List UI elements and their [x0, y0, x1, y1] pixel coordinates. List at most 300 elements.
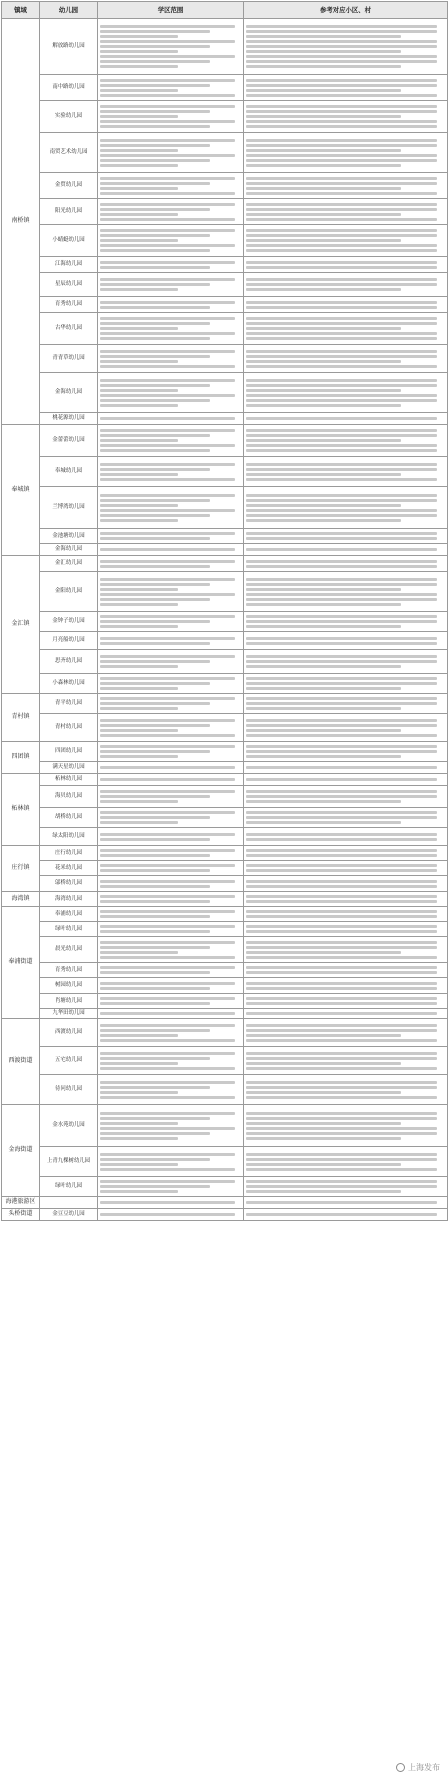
unreadable-text-line: [246, 110, 437, 113]
unreadable-text-line: [100, 322, 210, 325]
unreadable-text-line: [246, 1158, 437, 1161]
unreadable-text-line: [100, 951, 178, 954]
unreadable-text-line: [100, 946, 210, 949]
unreadable-text-line: [100, 1168, 235, 1171]
watermark-text: 上海发布: [408, 1763, 440, 1772]
header-town: 镇域: [2, 2, 40, 19]
cell-reference-communities: [244, 273, 448, 297]
unreadable-text-line: [246, 790, 437, 793]
unreadable-text-line: [100, 384, 210, 387]
unreadable-text-line: [246, 1012, 437, 1015]
cell-reference-communities: [244, 612, 448, 632]
unreadable-text-line: [246, 729, 401, 732]
unreadable-text-line: [246, 682, 437, 685]
unreadable-text-line: [246, 84, 437, 87]
table-row: [2, 632, 448, 650]
unreadable-text-line: [246, 404, 401, 407]
cell-reference-communities: [244, 345, 448, 373]
cell-school-zone: [98, 612, 244, 632]
unreadable-text-line: [246, 588, 401, 591]
unreadable-text-line: [100, 925, 235, 928]
unreadable-text-line: [100, 593, 235, 596]
unreadable-text-line: [246, 910, 437, 913]
unreadable-text-line: [100, 208, 210, 211]
cell-reference-communities: [244, 650, 448, 674]
unreadable-text-line: [246, 560, 437, 563]
unreadable-text-line: [100, 811, 235, 814]
unreadable-text-line: [246, 439, 401, 442]
unreadable-text-line: [100, 519, 178, 522]
unreadable-text-line: [100, 800, 178, 803]
table-row: [2, 808, 448, 828]
cell-school-zone: [98, 674, 244, 694]
unreadable-text-line: [100, 665, 178, 668]
unreadable-text-line: [100, 821, 178, 824]
cell-reference-communities: [244, 1009, 448, 1019]
unreadable-text-line: [100, 790, 235, 793]
unreadable-text-line: [246, 45, 437, 48]
unreadable-text-line: [100, 218, 235, 221]
table-row: [2, 413, 448, 425]
cell-kindergarten: 金海幼儿园: [40, 544, 98, 556]
cell-reference-communities: [244, 19, 448, 75]
unreadable-text-line: [246, 229, 437, 232]
unreadable-text-line: [246, 384, 437, 387]
unreadable-text-line: [246, 1067, 437, 1070]
unreadable-text-line: [246, 838, 437, 841]
unreadable-text-line: [100, 930, 210, 933]
cell-school-zone: [98, 1105, 244, 1147]
unreadable-text-line: [100, 1201, 235, 1204]
unreadable-text-line: [100, 399, 210, 402]
unreadable-text-line: [246, 687, 401, 690]
table-row: [2, 774, 448, 786]
cell-school-zone: [98, 572, 244, 612]
cell-reference-communities: [244, 101, 448, 133]
unreadable-text-line: [100, 30, 210, 33]
cell-town: 奉城镇: [2, 425, 40, 556]
unreadable-text-line: [246, 327, 401, 330]
unreadable-text-line: [100, 637, 235, 640]
cell-school-zone: [98, 556, 244, 572]
unreadable-text-line: [100, 159, 210, 162]
unreadable-text-line: [100, 869, 210, 872]
unreadable-text-line: [100, 745, 235, 748]
cell-kindergarten: 金阳幼儿园: [40, 572, 98, 612]
cell-school-zone: [98, 544, 244, 556]
cell-reference-communities: [244, 487, 448, 529]
cell-reference-communities: [244, 1047, 448, 1075]
unreadable-text-line: [246, 115, 401, 118]
unreadable-text-line: [246, 1180, 437, 1183]
cell-reference-communities: [244, 1075, 448, 1105]
unreadable-text-line: [246, 509, 437, 512]
cell-kindergarten: 柘林幼儿园: [40, 774, 98, 786]
table-row: [2, 922, 448, 937]
unreadable-text-line: [100, 1163, 178, 1166]
cell-school-zone: [98, 846, 244, 861]
unreadable-text-line: [100, 620, 210, 623]
unreadable-text-line: [100, 697, 235, 700]
unreadable-text-line: [100, 655, 235, 658]
cell-reference-communities: [244, 828, 448, 846]
cell-kindergarten: 金贸幼儿园: [40, 173, 98, 199]
cell-kindergarten: 晨光幼儿园: [40, 937, 98, 963]
unreadable-text-line: [100, 603, 178, 606]
cell-school-zone: [98, 373, 244, 413]
unreadable-text-line: [100, 1091, 178, 1094]
table-row: [2, 173, 448, 199]
table-row: [2, 937, 448, 963]
unreadable-text-line: [100, 478, 235, 481]
table-row: [2, 544, 448, 556]
unreadable-text-line: [246, 816, 437, 819]
unreadable-text-line: [100, 864, 235, 867]
cell-kindergarten: 待问幼儿园: [40, 1075, 98, 1105]
unreadable-text-line: [246, 930, 437, 933]
unreadable-text-line: [100, 880, 235, 883]
unreadable-text-line: [246, 360, 401, 363]
cell-reference-communities: [244, 808, 448, 828]
table-row: [2, 19, 448, 75]
unreadable-text-line: [246, 234, 437, 237]
unreadable-text-line: [100, 350, 235, 353]
cell-school-zone: [98, 1009, 244, 1019]
unreadable-text-line: [246, 55, 437, 58]
unreadable-text-line: [100, 625, 178, 628]
unreadable-text-line: [100, 365, 235, 368]
unreadable-text-line: [246, 869, 437, 872]
unreadable-text-line: [100, 532, 235, 535]
cell-school-zone: [98, 861, 244, 876]
unreadable-text-line: [246, 593, 437, 596]
unreadable-text-line: [100, 40, 235, 43]
unreadable-text-line: [100, 355, 210, 358]
cell-town: 金海街道: [2, 1105, 40, 1197]
cell-kindergarten: 思齐幼儿园: [40, 650, 98, 674]
unreadable-text-line: [100, 94, 235, 97]
cell-reference-communities: [244, 892, 448, 907]
cell-school-zone: [98, 963, 244, 978]
unreadable-text-line: [246, 603, 401, 606]
cell-school-zone: [98, 1197, 244, 1209]
cell-kindergarten: 星辰幼儿园: [40, 273, 98, 297]
cell-reference-communities: [244, 556, 448, 572]
unreadable-text-line: [246, 144, 437, 147]
unreadable-text-line: [246, 139, 437, 142]
unreadable-text-line: [246, 239, 401, 242]
cell-reference-communities: [244, 373, 448, 413]
table-row: [2, 1047, 448, 1075]
header-school-zone: 学区范围: [98, 2, 244, 19]
unreadable-text-line: [246, 244, 437, 247]
unreadable-text-line: [100, 588, 178, 591]
unreadable-text-line: [100, 105, 235, 108]
table-header-row: [2, 2, 448, 19]
cell-reference-communities: [244, 297, 448, 313]
cell-school-zone: [98, 694, 244, 714]
cell-reference-communities: [244, 133, 448, 173]
cell-reference-communities: [244, 1209, 448, 1221]
unreadable-text-line: [246, 65, 401, 68]
table-row: [2, 650, 448, 674]
cell-kindergarten: 金钟子幼儿园: [40, 612, 98, 632]
cell-kindergarten: 青青草幼儿园: [40, 345, 98, 373]
unreadable-text-line: [100, 332, 235, 335]
unreadable-text-line: [246, 966, 437, 969]
unreadable-text-line: [246, 519, 401, 522]
unreadable-text-line: [246, 537, 437, 540]
table-row: [2, 828, 448, 846]
table-row: [2, 1209, 448, 1221]
unreadable-text-line: [100, 50, 178, 53]
unreadable-text-line: [246, 885, 437, 888]
unreadable-text-line: [246, 598, 437, 601]
cell-reference-communities: [244, 257, 448, 273]
unreadable-text-line: [246, 800, 401, 803]
cell-school-zone: [98, 529, 244, 544]
unreadable-text-line: [100, 537, 210, 540]
cell-school-zone: [98, 808, 244, 828]
unreadable-text-line: [100, 514, 210, 517]
unreadable-text-line: [100, 473, 178, 476]
cell-reference-communities: [244, 632, 448, 650]
unreadable-text-line: [246, 655, 437, 658]
unreadable-text-line: [100, 682, 210, 685]
cell-reference-communities: [244, 1019, 448, 1047]
unreadable-text-line: [100, 110, 210, 113]
unreadable-text-line: [246, 1117, 437, 1120]
cell-reference-communities: [244, 413, 448, 425]
unreadable-text-line: [246, 149, 401, 152]
table-row: [2, 963, 448, 978]
cell-town: 庄行镇: [2, 846, 40, 892]
unreadable-text-line: [100, 25, 235, 28]
unreadable-text-line: [246, 504, 401, 507]
unreadable-text-line: [246, 182, 437, 185]
cell-reference-communities: [244, 1105, 448, 1147]
unreadable-text-line: [100, 642, 210, 645]
unreadable-text-line: [246, 660, 437, 663]
cell-kindergarten: 桃花源幼儿园: [40, 413, 98, 425]
unreadable-text-line: [100, 379, 235, 382]
unreadable-text-line: [246, 677, 437, 680]
unreadable-text-line: [100, 164, 178, 167]
cell-school-zone: [98, 273, 244, 297]
cell-school-zone: [98, 225, 244, 257]
cell-school-zone: [98, 828, 244, 846]
cell-reference-communities: [244, 742, 448, 762]
unreadable-text-line: [246, 94, 437, 97]
cell-town: 西渡街道: [2, 1019, 40, 1105]
unreadable-text-line: [246, 1081, 437, 1084]
unreadable-text-line: [246, 120, 437, 123]
unreadable-text-line: [246, 548, 437, 551]
unreadable-text-line: [100, 1122, 178, 1125]
unreadable-text-line: [246, 394, 437, 397]
unreadable-text-line: [100, 261, 235, 264]
cell-kindergarten: [40, 1197, 98, 1209]
table-row: [2, 75, 448, 101]
unreadable-text-line: [100, 55, 235, 58]
unreadable-text-line: [246, 864, 437, 867]
unreadable-text-line: [246, 1122, 401, 1125]
cell-kindergarten: 满天星幼儿园: [40, 762, 98, 774]
cell-school-zone: [98, 457, 244, 487]
unreadable-text-line: [246, 734, 437, 737]
unreadable-text-line: [100, 724, 210, 727]
unreadable-text-line: [100, 719, 235, 722]
cell-kindergarten: 金蕾蕾幼儿园: [40, 425, 98, 457]
cell-kindergarten: 江海幼儿园: [40, 257, 98, 273]
cell-school-zone: [98, 742, 244, 762]
cell-school-zone: [98, 907, 244, 922]
unreadable-text-line: [100, 499, 210, 502]
unreadable-text-line: [100, 360, 178, 363]
cell-school-zone: [98, 1209, 244, 1221]
unreadable-text-line: [246, 821, 401, 824]
unreadable-text-line: [246, 982, 437, 985]
table-row: [2, 1147, 448, 1177]
unreadable-text-line: [246, 1039, 437, 1042]
unreadable-text-line: [100, 139, 235, 142]
unreadable-text-line: [246, 283, 437, 286]
unreadable-text-line: [246, 665, 401, 668]
unreadable-text-line: [100, 941, 235, 944]
unreadable-text-line: [246, 795, 437, 798]
cell-kindergarten: 青平幼儿园: [40, 694, 98, 714]
table-row: [2, 1009, 448, 1019]
unreadable-text-line: [100, 1132, 210, 1135]
cell-school-zone: [98, 487, 244, 529]
cell-reference-communities: [244, 1197, 448, 1209]
table-row: [2, 487, 448, 529]
kindergarten-zoning-table: [1, 1, 448, 1221]
unreadable-text-line: [246, 514, 437, 517]
unreadable-text-line: [246, 642, 437, 645]
unreadable-text-line: [100, 187, 178, 190]
unreadable-text-line: [246, 854, 437, 857]
unreadable-text-line: [246, 192, 437, 195]
unreadable-text-line: [100, 778, 235, 781]
unreadable-text-line: [246, 1132, 437, 1135]
unreadable-text-line: [246, 40, 437, 43]
table-row: [2, 786, 448, 808]
unreadable-text-line: [246, 463, 437, 466]
unreadable-text-line: [246, 218, 437, 221]
unreadable-text-line: [246, 1153, 437, 1156]
unreadable-text-line: [246, 355, 437, 358]
unreadable-text-line: [100, 997, 235, 1000]
unreadable-text-line: [246, 707, 401, 710]
unreadable-text-line: [246, 1029, 437, 1032]
cell-kindergarten: 胡桥幼儿园: [40, 808, 98, 828]
unreadable-text-line: [246, 1213, 437, 1216]
cell-reference-communities: [244, 922, 448, 937]
unreadable-text-line: [100, 833, 235, 836]
table-row: [2, 572, 448, 612]
cell-kindergarten: 金水苑幼儿园: [40, 1105, 98, 1147]
unreadable-text-line: [246, 30, 437, 33]
cell-school-zone: [98, 994, 244, 1009]
unreadable-text-line: [246, 1024, 437, 1027]
unreadable-text-line: [246, 750, 437, 753]
unreadable-text-line: [100, 795, 210, 798]
cell-kindergarten: 解放路幼儿园: [40, 19, 98, 75]
unreadable-text-line: [246, 1201, 437, 1204]
cell-reference-communities: [244, 529, 448, 544]
unreadable-text-line: [100, 1067, 235, 1070]
cell-kindergarten: 上青九棵树幼儿园: [40, 1147, 98, 1177]
unreadable-text-line: [100, 560, 235, 563]
unreadable-text-line: [100, 288, 178, 291]
table-row: [2, 694, 448, 714]
unreadable-text-line: [246, 79, 437, 82]
unreadable-text-line: [100, 449, 210, 452]
cell-kindergarten: 金池塘幼儿园: [40, 529, 98, 544]
unreadable-text-line: [100, 177, 235, 180]
cell-kindergarten: 海湾幼儿园: [40, 892, 98, 907]
cell-school-zone: [98, 978, 244, 994]
unreadable-text-line: [100, 816, 210, 819]
cell-kindergarten: 四团幼儿园: [40, 742, 98, 762]
table-row: [2, 257, 448, 273]
unreadable-text-line: [100, 1029, 210, 1032]
unreadable-text-line: [100, 1127, 235, 1130]
cell-school-zone: [98, 922, 244, 937]
cell-kindergarten: 古华幼儿园: [40, 313, 98, 345]
cell-kindergarten: 金豆豆幼儿园: [40, 1209, 98, 1221]
cell-kindergarten: 小蜻蜓幼儿园: [40, 225, 98, 257]
unreadable-text-line: [100, 1117, 210, 1120]
cell-school-zone: [98, 413, 244, 425]
unreadable-text-line: [246, 1163, 401, 1166]
table-row: [2, 892, 448, 907]
unreadable-text-line: [100, 89, 178, 92]
unreadable-text-line: [246, 278, 437, 281]
unreadable-text-line: [246, 532, 437, 535]
table-row: [2, 556, 448, 572]
unreadable-text-line: [100, 65, 178, 68]
unreadable-text-line: [246, 417, 437, 420]
unreadable-text-line: [246, 50, 401, 53]
table-row: [2, 714, 448, 742]
unreadable-text-line: [246, 1168, 437, 1171]
unreadable-text-line: [100, 598, 210, 601]
unreadable-text-line: [100, 838, 210, 841]
unreadable-text-line: [100, 417, 235, 420]
cell-town: 金汇镇: [2, 556, 40, 694]
unreadable-text-line: [246, 1086, 437, 1089]
unreadable-text-line: [100, 660, 210, 663]
cell-school-zone: [98, 1047, 244, 1075]
table-row: [2, 529, 448, 544]
cell-reference-communities: [244, 786, 448, 808]
unreadable-text-line: [246, 951, 401, 954]
cell-school-zone: [98, 774, 244, 786]
cell-town: 柘林镇: [2, 774, 40, 846]
unreadable-text-line: [246, 1002, 437, 1005]
unreadable-text-line: [100, 213, 178, 216]
unreadable-text-line: [100, 755, 178, 758]
table-row: [2, 225, 448, 257]
unreadable-text-line: [100, 278, 235, 281]
unreadable-text-line: [100, 144, 210, 147]
unreadable-text-line: [246, 187, 401, 190]
unreadable-text-line: [100, 389, 178, 392]
cell-school-zone: [98, 101, 244, 133]
unreadable-text-line: [100, 1158, 210, 1161]
